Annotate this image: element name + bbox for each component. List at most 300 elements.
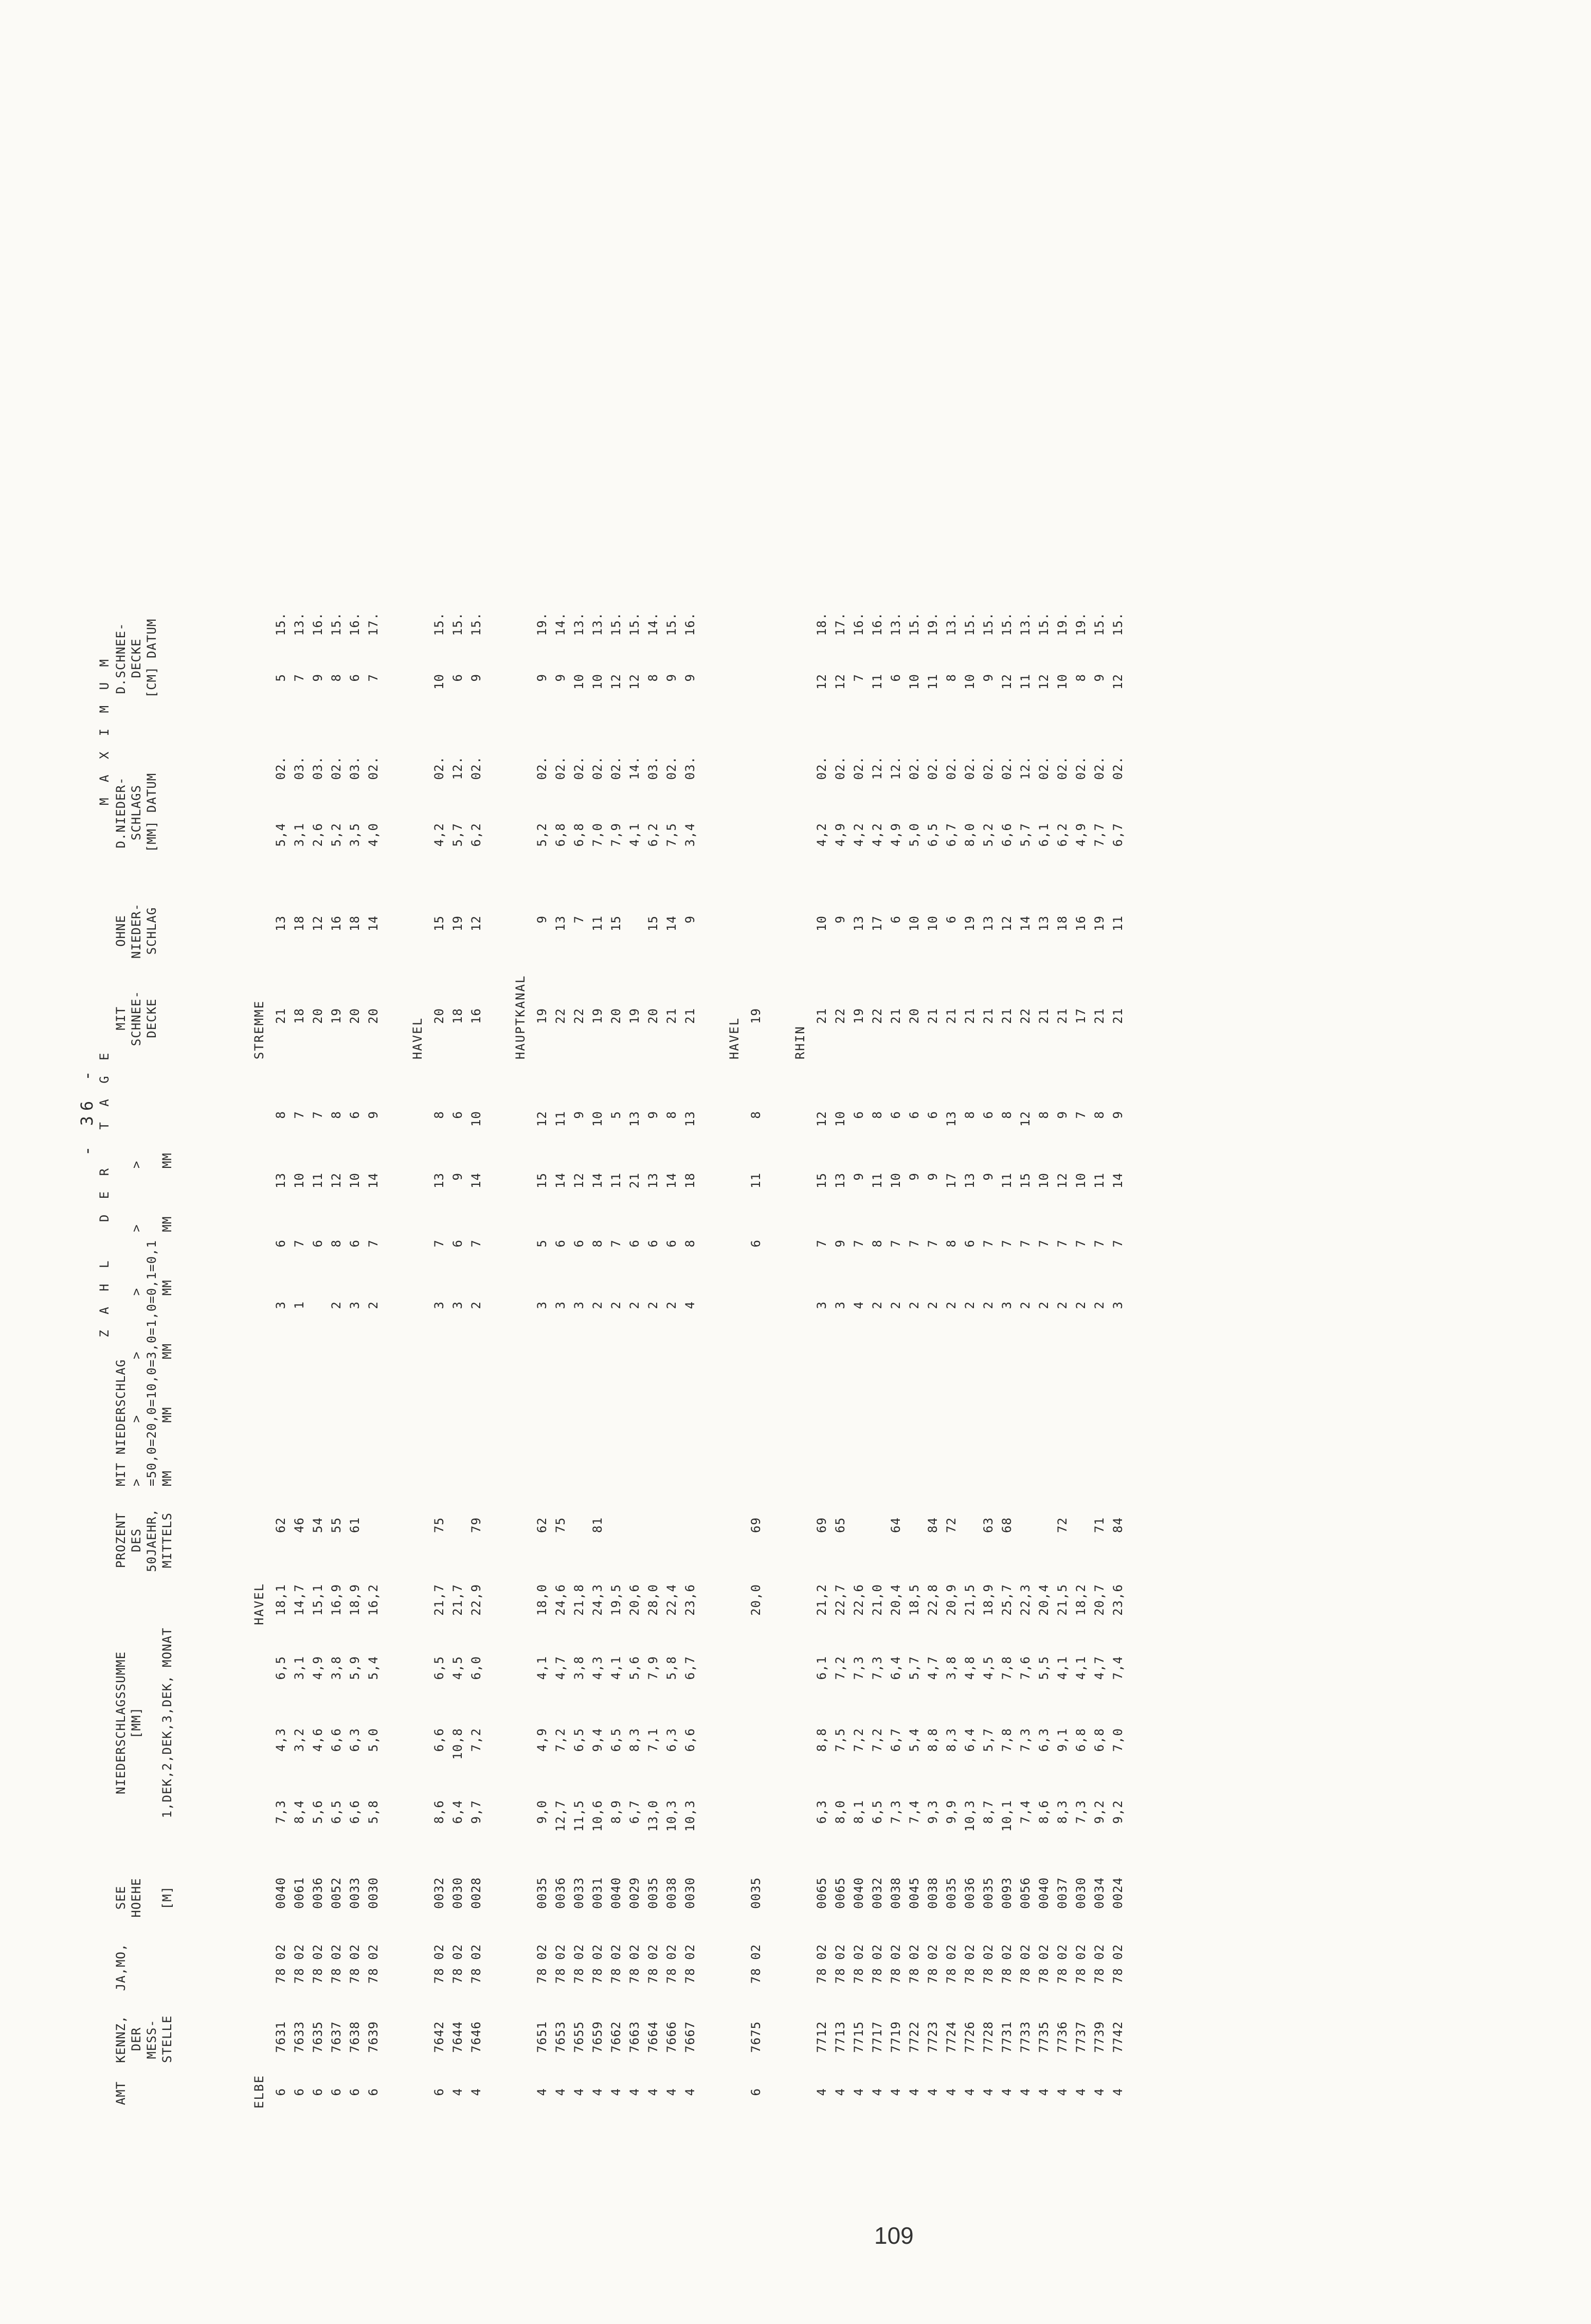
cell-ohne: 11 bbox=[1111, 915, 1125, 931]
cell-ohne: 9 bbox=[833, 915, 847, 924]
cell-d2: 9,4 bbox=[590, 1728, 605, 1752]
cell-monat: 25,7 bbox=[1000, 1584, 1014, 1616]
cell-schnee: 22 bbox=[870, 1008, 884, 1024]
cell-maxsd: 15. bbox=[609, 612, 623, 636]
cell-d2: 5,7 bbox=[981, 1728, 996, 1752]
cell-amt: 6 bbox=[366, 2088, 381, 2096]
cell-maxsd: 15. bbox=[274, 612, 288, 636]
cell-d1: 7,3 bbox=[889, 1800, 903, 1824]
rotated-table-sheet bbox=[62, 93, 1553, 2129]
cell-schnee: 21 bbox=[274, 1008, 288, 1024]
cell-maxsd: 13. bbox=[944, 612, 959, 636]
cell-maxsd: 16. bbox=[683, 612, 697, 636]
cell-amt: 4 bbox=[870, 2088, 884, 2096]
cell-maxn: 7,0 bbox=[590, 823, 605, 847]
cell-d3: 4,9 bbox=[311, 1656, 325, 1680]
table-row bbox=[924, 93, 942, 2129]
cell-maxnd: 03. bbox=[646, 756, 660, 780]
header-maximum: M A X I M U M bbox=[97, 655, 112, 805]
cell-d2: 6,7 bbox=[889, 1728, 903, 1752]
cell-jamo: 78 02 bbox=[1037, 1944, 1051, 1984]
cell-ohne: 7 bbox=[572, 915, 586, 924]
cell-amt: 4 bbox=[469, 2088, 483, 2096]
cell-z1: 15 bbox=[1018, 1173, 1033, 1188]
cell-z1: 11 bbox=[609, 1173, 623, 1188]
cell-jamo: 78 02 bbox=[535, 1944, 549, 1984]
group-label-row bbox=[508, 93, 533, 2129]
cell-monat: 21,5 bbox=[963, 1584, 977, 1616]
cell-jamo: 78 02 bbox=[366, 1944, 381, 1984]
cell-maxnd: 02. bbox=[432, 756, 446, 780]
cell-kennz: 7655 bbox=[572, 2021, 586, 2053]
cell-jamo: 78 02 bbox=[926, 1944, 940, 1984]
cell-schnee: 19 bbox=[627, 1008, 642, 1024]
cell-kennz: 7639 bbox=[366, 2021, 381, 2053]
cell-maxsd: 15. bbox=[450, 612, 465, 636]
cell-see: 0031 bbox=[590, 1877, 605, 1909]
cell-z1: 14 bbox=[469, 1173, 483, 1188]
cell-z1: 13 bbox=[274, 1173, 288, 1188]
cell-maxnd: 02. bbox=[833, 756, 847, 780]
cell-schnee: 21 bbox=[664, 1008, 679, 1024]
cell-d1: 6,5 bbox=[870, 1800, 884, 1824]
cell-d3: 5,9 bbox=[348, 1656, 362, 1680]
cell-z10: 3 bbox=[833, 1301, 847, 1309]
cell-ohne: 16 bbox=[329, 915, 343, 931]
cell-see: 0035 bbox=[749, 1877, 763, 1909]
cell-maxn: 6,2 bbox=[646, 823, 660, 847]
cell-d2: 4,3 bbox=[274, 1728, 288, 1752]
cell-z10: 3 bbox=[450, 1301, 465, 1309]
cell-see: 0040 bbox=[609, 1877, 623, 1909]
table-row bbox=[364, 93, 383, 2129]
header-kennz: KENNZ, DER MESS- STELLE bbox=[114, 2015, 174, 2063]
cell-d1: 5,8 bbox=[366, 1800, 381, 1824]
cell-maxnd: 12. bbox=[450, 756, 465, 780]
group-label-row bbox=[247, 93, 272, 2129]
cell-jamo: 78 02 bbox=[590, 1944, 605, 1984]
cell-ohne: 12 bbox=[469, 915, 483, 931]
cell-maxsd: 15. bbox=[329, 612, 343, 636]
cell-monat: 14,7 bbox=[292, 1584, 306, 1616]
cell-schnee: 21 bbox=[963, 1008, 977, 1024]
cell-d3: 7,4 bbox=[1111, 1656, 1125, 1680]
cell-z10: 3 bbox=[553, 1301, 568, 1309]
cell-kennz: 7644 bbox=[450, 2021, 465, 2053]
cell-amt: 4 bbox=[889, 2088, 903, 2096]
cell-d3: 3,8 bbox=[944, 1656, 959, 1680]
cell-d1: 8,6 bbox=[1037, 1800, 1051, 1824]
cell-z3: 7 bbox=[852, 1239, 866, 1248]
cell-maxsd: 13. bbox=[572, 612, 586, 636]
cell-z1: 11 bbox=[1092, 1173, 1107, 1188]
cell-amt: 6 bbox=[311, 2088, 325, 2096]
cell-z10: 2 bbox=[1055, 1301, 1070, 1309]
cell-jamo: 78 02 bbox=[609, 1944, 623, 1984]
cell-monat: 23,6 bbox=[683, 1584, 697, 1616]
cell-maxnd: 02. bbox=[852, 756, 866, 780]
cell-d2: 6,8 bbox=[1074, 1728, 1088, 1752]
cell-proz: 75 bbox=[553, 1517, 568, 1533]
cell-monat: 28,0 bbox=[646, 1584, 660, 1616]
cell-z01: 8 bbox=[329, 1111, 343, 1119]
cell-monat: 20,0 bbox=[749, 1584, 763, 1616]
cell-amt: 4 bbox=[646, 2088, 660, 2096]
cell-kennz: 7712 bbox=[815, 2021, 829, 2053]
cell-maxn: 5,2 bbox=[329, 823, 343, 847]
cell-monat: 22,9 bbox=[469, 1584, 483, 1616]
cell-d2: 8,8 bbox=[815, 1728, 829, 1752]
cell-monat: 22,3 bbox=[1018, 1584, 1033, 1616]
cell-z10: 3 bbox=[1000, 1301, 1014, 1309]
cell-d3: 5,4 bbox=[366, 1656, 381, 1680]
section-label: HAVEL bbox=[727, 1017, 742, 1059]
cell-z10: 3 bbox=[274, 1301, 288, 1309]
cell-z01: 8 bbox=[274, 1111, 288, 1119]
header-prozent: PROZENT DES 50JAEHR, MITTELS bbox=[114, 1508, 174, 1572]
cell-maxs: 12 bbox=[833, 674, 847, 690]
cell-z01: 6 bbox=[450, 1111, 465, 1119]
cell-proz: 84 bbox=[1111, 1517, 1125, 1533]
cell-maxsd: 13. bbox=[1018, 612, 1033, 636]
cell-maxsd: 14. bbox=[553, 612, 568, 636]
cell-kennz: 7635 bbox=[311, 2021, 325, 2053]
cell-see: 0032 bbox=[432, 1877, 446, 1909]
cell-maxs: 12 bbox=[1111, 674, 1125, 690]
cell-jamo: 78 02 bbox=[1074, 1944, 1088, 1984]
table-row bbox=[309, 93, 327, 2129]
cell-maxnd: 02. bbox=[926, 756, 940, 780]
cell-amt: 4 bbox=[1111, 2088, 1125, 2096]
cell-jamo: 78 02 bbox=[963, 1944, 977, 1984]
table-row bbox=[1072, 93, 1090, 2129]
cell-maxnd: 02. bbox=[944, 756, 959, 780]
cell-z01: 6 bbox=[981, 1111, 996, 1119]
table-row bbox=[272, 93, 290, 2129]
cell-z3: 8 bbox=[870, 1239, 884, 1248]
cell-z1: 9 bbox=[450, 1173, 465, 1181]
cell-proz: 62 bbox=[535, 1517, 549, 1533]
cell-maxsd: 15. bbox=[907, 612, 921, 636]
cell-z1: 11 bbox=[749, 1173, 763, 1188]
cell-d3: 6,0 bbox=[469, 1656, 483, 1680]
cell-z3: 8 bbox=[590, 1239, 605, 1248]
cell-maxn: 6,5 bbox=[926, 823, 940, 847]
cell-z01: 8 bbox=[749, 1111, 763, 1119]
cell-z3: 8 bbox=[683, 1239, 697, 1248]
cell-z3: 6 bbox=[274, 1239, 288, 1248]
cell-maxs: 7 bbox=[366, 674, 381, 682]
header-amt: AMT bbox=[114, 2081, 128, 2105]
cell-z10: 3 bbox=[432, 1301, 446, 1309]
cell-d1: 10,1 bbox=[1000, 1800, 1014, 1832]
cell-z10: 2 bbox=[1074, 1301, 1088, 1309]
cell-z3: 7 bbox=[469, 1239, 483, 1248]
cell-see: 0061 bbox=[292, 1877, 306, 1909]
cell-maxs: 12 bbox=[815, 674, 829, 690]
cell-d1: 10,3 bbox=[963, 1800, 977, 1832]
cell-z1: 14 bbox=[590, 1173, 605, 1188]
table-row bbox=[905, 93, 924, 2129]
cell-z1: 14 bbox=[664, 1173, 679, 1188]
header-max-schneedecke: D.SCHNEE- DECKE [CM] DATUM bbox=[114, 618, 159, 698]
cell-jamo: 78 02 bbox=[348, 1944, 362, 1984]
cell-d2: 8,3 bbox=[627, 1728, 642, 1752]
cell-d1: 9,9 bbox=[944, 1800, 959, 1824]
cell-schnee: 19 bbox=[535, 1008, 549, 1024]
cell-d2: 10,8 bbox=[450, 1728, 465, 1760]
cell-maxnd: 02. bbox=[1000, 756, 1014, 780]
cell-z3: 7 bbox=[815, 1239, 829, 1248]
cell-z1: 9 bbox=[981, 1173, 996, 1181]
cell-z10: 2 bbox=[329, 1301, 343, 1309]
cell-z01: 8 bbox=[1000, 1111, 1014, 1119]
cell-schnee: 19 bbox=[590, 1008, 605, 1024]
cell-amt: 4 bbox=[926, 2088, 940, 2096]
cell-z10: 2 bbox=[1092, 1301, 1107, 1309]
cell-maxsd: 13. bbox=[590, 612, 605, 636]
cell-maxn: 7,7 bbox=[1092, 823, 1107, 847]
group-label-row bbox=[722, 93, 747, 2129]
cell-d3: 4,1 bbox=[535, 1656, 549, 1680]
group-label-row bbox=[788, 93, 812, 2129]
cell-d3: 4,5 bbox=[450, 1656, 465, 1680]
river-label: ELBE bbox=[252, 2075, 266, 2109]
cell-kennz: 7713 bbox=[833, 2021, 847, 2053]
cell-schnee: 22 bbox=[1018, 1008, 1033, 1024]
cell-z3: 6 bbox=[553, 1239, 568, 1248]
group-spacer bbox=[765, 93, 788, 2129]
cell-kennz: 7662 bbox=[609, 2021, 623, 2053]
cell-proz: 46 bbox=[292, 1517, 306, 1533]
cell-schnee: 19 bbox=[852, 1008, 866, 1024]
cell-see: 0033 bbox=[572, 1877, 586, 1909]
cell-d3: 3,1 bbox=[292, 1656, 306, 1680]
cell-z10: 2 bbox=[981, 1301, 996, 1309]
cell-schnee: 21 bbox=[926, 1008, 940, 1024]
cell-see: 0029 bbox=[627, 1877, 642, 1909]
cell-ohne: 11 bbox=[590, 915, 605, 931]
cell-schnee: 21 bbox=[815, 1008, 829, 1024]
cell-kennz: 7719 bbox=[889, 2021, 903, 2053]
cell-z1: 11 bbox=[311, 1173, 325, 1188]
cell-jamo: 78 02 bbox=[450, 1944, 465, 1984]
cell-z01: 10 bbox=[590, 1111, 605, 1127]
cell-maxsd: 18. bbox=[815, 612, 829, 636]
cell-maxsd: 16. bbox=[311, 612, 325, 636]
group-spacer bbox=[699, 93, 722, 2129]
cell-d2: 6,3 bbox=[1037, 1728, 1051, 1752]
cell-d3: 6,5 bbox=[274, 1656, 288, 1680]
cell-jamo: 78 02 bbox=[815, 1944, 829, 1984]
cell-maxn: 4,2 bbox=[815, 823, 829, 847]
cell-maxn: 8,0 bbox=[963, 823, 977, 847]
cell-z3: 7 bbox=[1037, 1239, 1051, 1248]
cell-d3: 7,8 bbox=[1000, 1656, 1014, 1680]
cell-maxsd: 15. bbox=[963, 612, 977, 636]
table-row bbox=[662, 93, 681, 2129]
cell-maxsd: 15. bbox=[627, 612, 642, 636]
cell-ohne: 15 bbox=[432, 915, 446, 931]
cell-d2: 6,5 bbox=[572, 1728, 586, 1752]
cell-d2: 7,2 bbox=[870, 1728, 884, 1752]
cell-ohne: 13 bbox=[553, 915, 568, 931]
cell-d1: 8,1 bbox=[852, 1800, 866, 1824]
page-label: - 36 - bbox=[77, 1066, 97, 1156]
cell-maxsd: 19. bbox=[535, 612, 549, 636]
cell-kennz: 7723 bbox=[926, 2021, 940, 2053]
cell-see: 0040 bbox=[852, 1877, 866, 1909]
cell-see: 0035 bbox=[646, 1877, 660, 1909]
cell-z01: 9 bbox=[646, 1111, 660, 1119]
cell-amt: 4 bbox=[664, 2088, 679, 2096]
cell-ohne: 9 bbox=[683, 915, 697, 924]
cell-d2: 7,2 bbox=[852, 1728, 866, 1752]
cell-d2: 6,8 bbox=[1092, 1728, 1107, 1752]
cell-z1: 18 bbox=[683, 1173, 697, 1188]
cell-maxn: 4,9 bbox=[889, 823, 903, 847]
cell-d3: 6,7 bbox=[683, 1656, 697, 1680]
cell-z1: 10 bbox=[889, 1173, 903, 1188]
cell-ohne: 9 bbox=[535, 915, 549, 924]
cell-maxsd: 15. bbox=[981, 612, 996, 636]
cell-amt: 4 bbox=[944, 2088, 959, 2096]
cell-d2: 4,9 bbox=[535, 1728, 549, 1752]
cell-monat: 21,5 bbox=[1055, 1584, 1070, 1616]
table-row bbox=[551, 93, 570, 2129]
cell-d2: 7,2 bbox=[469, 1728, 483, 1752]
cell-z3: 7 bbox=[1018, 1239, 1033, 1248]
cell-ohne: 13 bbox=[852, 915, 866, 931]
cell-d1: 10,3 bbox=[664, 1800, 679, 1832]
cell-monat: 24,3 bbox=[590, 1584, 605, 1616]
cell-d2: 4,6 bbox=[311, 1728, 325, 1752]
cell-d2: 7,3 bbox=[1018, 1728, 1033, 1752]
cell-proz: 75 bbox=[432, 1517, 446, 1533]
cell-maxnd: 03. bbox=[348, 756, 362, 780]
cell-maxsd: 15. bbox=[664, 612, 679, 636]
cell-jamo: 78 02 bbox=[664, 1944, 679, 1984]
cell-d1: 9,2 bbox=[1092, 1800, 1107, 1824]
cell-z3: 6 bbox=[963, 1239, 977, 1248]
cell-z10: 2 bbox=[664, 1301, 679, 1309]
cell-monat: 18,9 bbox=[981, 1584, 996, 1616]
cell-maxn: 5,0 bbox=[907, 823, 921, 847]
header-max-niederschlag: D.NIEDER- SCHLAGS [MM] DATUM bbox=[114, 772, 159, 853]
cell-jamo: 78 02 bbox=[292, 1944, 306, 1984]
cell-z01: 9 bbox=[1055, 1111, 1070, 1119]
cell-z3: 6 bbox=[348, 1239, 362, 1248]
cell-jamo: 78 02 bbox=[1092, 1944, 1107, 1984]
cell-maxs: 10 bbox=[963, 674, 977, 690]
cell-monat: 23,6 bbox=[1111, 1584, 1125, 1616]
cell-maxnd: 12. bbox=[870, 756, 884, 780]
cell-z10: 3 bbox=[535, 1301, 549, 1309]
cell-ohne: 17 bbox=[870, 915, 884, 931]
cell-maxn: 3,4 bbox=[683, 823, 697, 847]
cell-schnee: 22 bbox=[833, 1008, 847, 1024]
cell-kennz: 7633 bbox=[292, 2021, 306, 2053]
cell-kennz: 7737 bbox=[1074, 2021, 1088, 2053]
cell-maxn: 3,5 bbox=[348, 823, 362, 847]
cell-maxnd: 02. bbox=[274, 756, 288, 780]
cell-z1: 13 bbox=[963, 1173, 977, 1188]
cell-jamo: 78 02 bbox=[870, 1944, 884, 1984]
cell-z3: 6 bbox=[627, 1239, 642, 1248]
cell-jamo: 78 02 bbox=[627, 1944, 642, 1984]
cell-z1: 13 bbox=[646, 1173, 660, 1188]
cell-d1: 13,0 bbox=[646, 1800, 660, 1832]
cell-z01: 6 bbox=[852, 1111, 866, 1119]
cell-maxn: 4,2 bbox=[432, 823, 446, 847]
cell-z3: 6 bbox=[450, 1239, 465, 1248]
cell-see: 0038 bbox=[664, 1877, 679, 1909]
cell-z1: 15 bbox=[815, 1173, 829, 1188]
cell-proz: 72 bbox=[944, 1517, 959, 1533]
cell-maxnd: 02. bbox=[815, 756, 829, 780]
cell-maxs: 10 bbox=[432, 674, 446, 690]
cell-z1: 21 bbox=[627, 1173, 642, 1188]
cell-z3: 6 bbox=[311, 1239, 325, 1248]
cell-amt: 4 bbox=[683, 2088, 697, 2096]
cell-z10: 2 bbox=[627, 1301, 642, 1309]
cell-kennz: 7731 bbox=[1000, 2021, 1014, 2053]
cell-amt: 4 bbox=[609, 2088, 623, 2096]
cell-d3: 4,5 bbox=[981, 1656, 996, 1680]
cell-schnee: 19 bbox=[329, 1008, 343, 1024]
cell-maxs: 8 bbox=[646, 674, 660, 682]
cell-monat: 15,1 bbox=[311, 1584, 325, 1616]
header-zahl-der-tage: Z A H L D E R T A G E bbox=[97, 1049, 112, 1338]
cell-proz: 65 bbox=[833, 1517, 847, 1533]
cell-z10: 2 bbox=[366, 1301, 381, 1309]
cell-d3: 4,8 bbox=[963, 1656, 977, 1680]
section-label: STREMME bbox=[252, 1000, 266, 1059]
cell-maxs: 6 bbox=[348, 674, 362, 682]
cell-schnee: 16 bbox=[469, 1008, 483, 1024]
group-spacer bbox=[383, 93, 405, 2129]
cell-d2: 8,3 bbox=[944, 1728, 959, 1752]
table-row bbox=[644, 93, 662, 2129]
cell-maxs: 8 bbox=[944, 674, 959, 682]
cell-kennz: 7728 bbox=[981, 2021, 996, 2053]
cell-maxn: 6,7 bbox=[944, 823, 959, 847]
cell-maxs: 7 bbox=[292, 674, 306, 682]
table-row bbox=[887, 93, 905, 2129]
cell-ohne: 15 bbox=[609, 915, 623, 931]
cell-jamo: 78 02 bbox=[311, 1944, 325, 1984]
cell-maxs: 9 bbox=[469, 674, 483, 682]
cell-ohne: 12 bbox=[1000, 915, 1014, 931]
cell-see: 0052 bbox=[329, 1877, 343, 1909]
table-row bbox=[998, 93, 1016, 2129]
cell-maxn: 6,8 bbox=[572, 823, 586, 847]
cell-schnee: 21 bbox=[1037, 1008, 1051, 1024]
cell-d1: 9,3 bbox=[926, 1800, 940, 1824]
cell-z01: 9 bbox=[572, 1111, 586, 1119]
header-mit-niederschlag: MIT NIEDERSCHLAG > > > > > > =50,0=20,0=10,0=3,0=1,0=0,1=0,1 MM MM MM MM MM MM bbox=[114, 1152, 174, 1486]
cell-d3: 7,9 bbox=[646, 1656, 660, 1680]
cell-z1: 10 bbox=[348, 1173, 362, 1188]
cell-maxnd: 02. bbox=[907, 756, 921, 780]
cell-maxn: 7,9 bbox=[609, 823, 623, 847]
cell-z3: 5 bbox=[535, 1239, 549, 1248]
cell-z01: 10 bbox=[469, 1111, 483, 1127]
cell-monat: 18,9 bbox=[348, 1584, 362, 1616]
cell-d3: 7,3 bbox=[852, 1656, 866, 1680]
cell-see: 0040 bbox=[274, 1877, 288, 1909]
cell-schnee: 18 bbox=[292, 1008, 306, 1024]
